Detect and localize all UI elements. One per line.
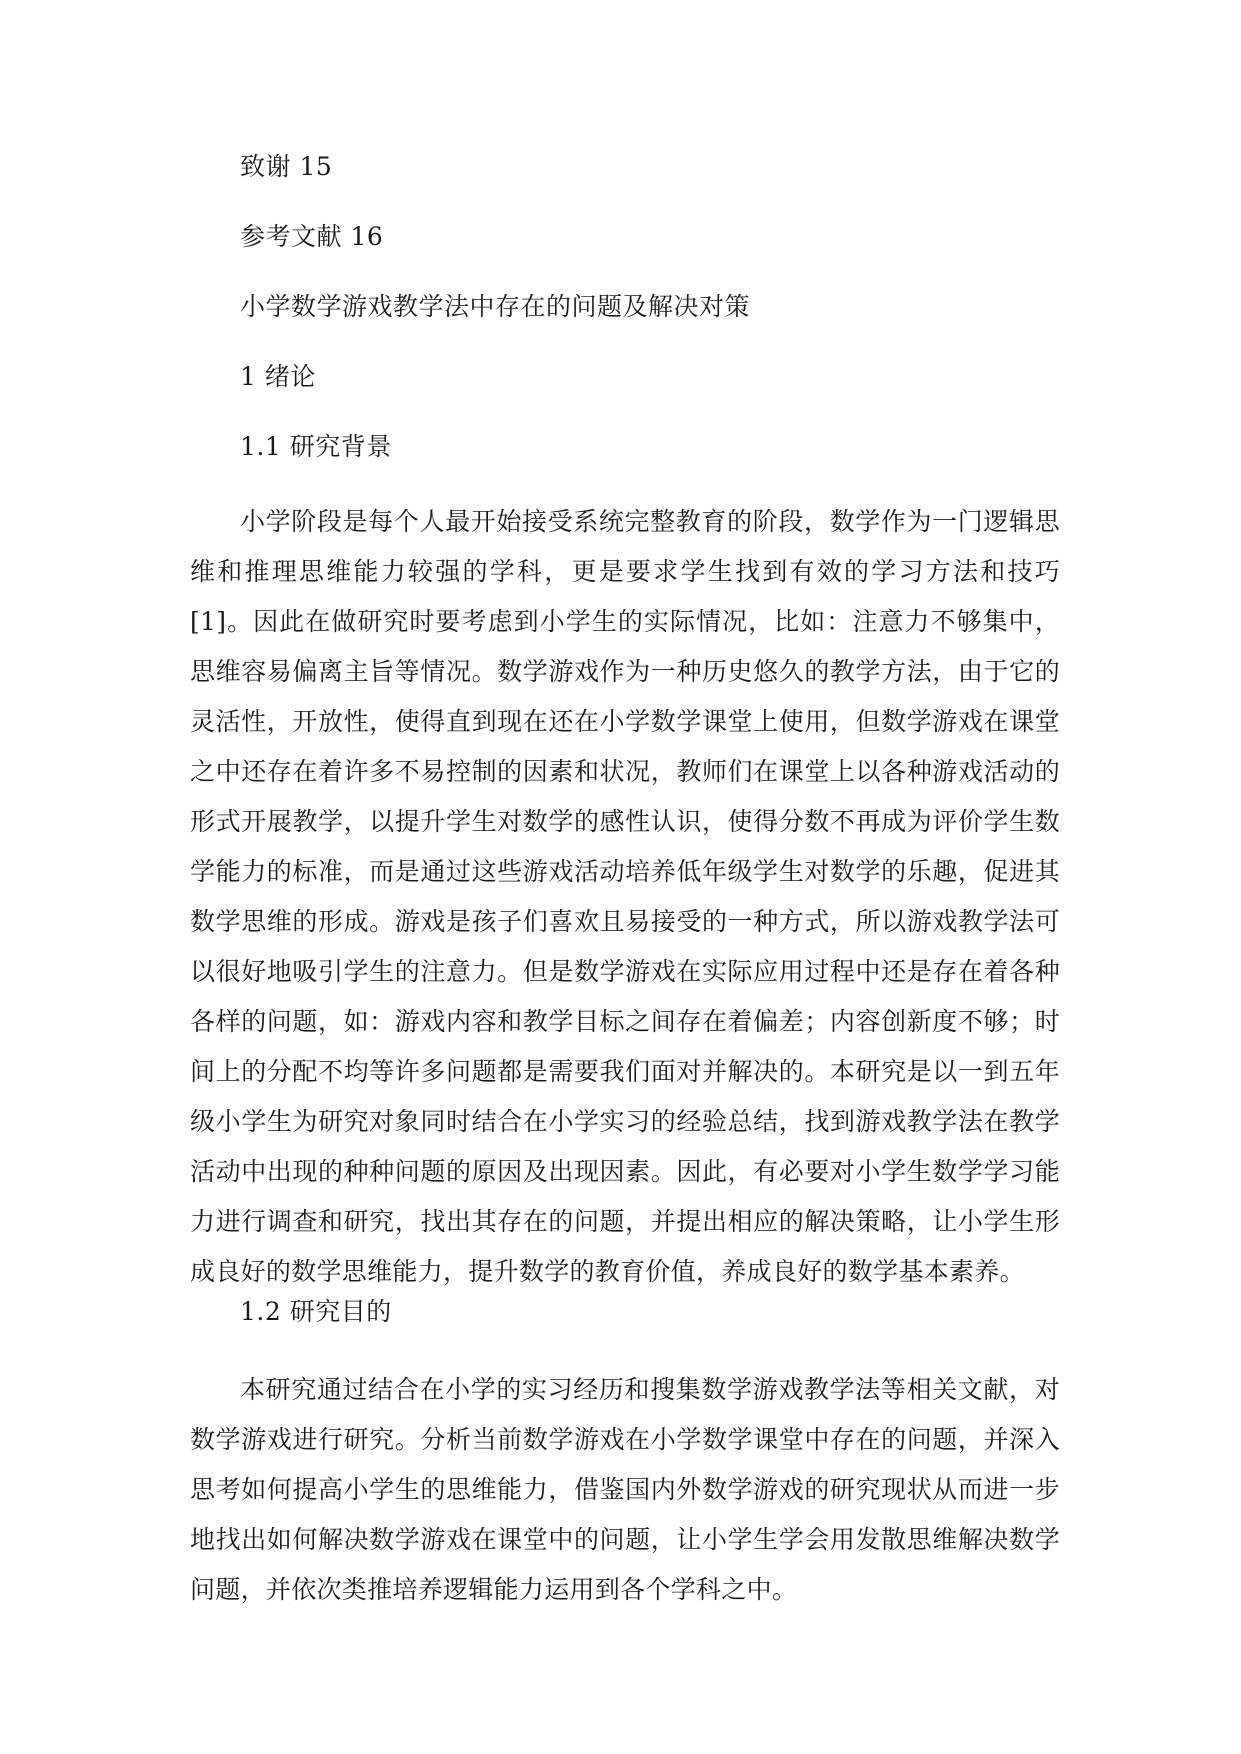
document-title: 小学数学游戏教学法中存在的问题及解决对策 [240, 292, 751, 321]
section-heading-purpose: 1.2 研究目的 [240, 1297, 392, 1326]
chapter-heading: 1 绪论 [240, 362, 316, 391]
paragraph-background: 小学阶段是每个人最开始接受系统完整教育的阶段，数学作为一门逻辑思维和推理思维能力较强的学科，更是要求学生找到有效的学习方法和技巧[1]。因此在做研究时要考虑到小学生的实际情况，比如：注意力不够集中，思维容易偏离主旨等情况。数学游戏作为一种历史悠久的教学方法，由于它的灵活性，开放性，使得直到现在还在小学数学课堂上使用，但数学游戏在课堂之中还存在着许多不易控制的因素和状况，教师们在课堂上以各种游戏活动的形式开展教学，以提升学生对数学的感性认识，使得分数不再成为评价学生数学能力的标准，而是通过这些游戏活动培养低年级学生对数学的乐趣，促进其数学思维的形成。游戏是孩子们喜欢且易接受的一种方式，所以游戏教学法可以很好地吸引学生的注意力。但是数学游戏在实际应用过程中还是存在着各种各样的问题，如：游戏内容和教学目标之间存在着偏差；内容创新度不够；时间上的分配不均等许多问题都是需要我们面对并解决的。本研究是以一到五年级小学生为研究对象同时结合在小学实习的经验总结，找到游戏教学法在教学活动中出现的种种问题的原因及出现因素。因此，有必要对小学生数学学习能力进行调查和研究，找出其存在的问题，并提出相应的解决策略，让小学生形成良好的数学思维能力，提升数学的教育价值，养成良好的数学基本素养。 [190, 507, 1060, 1286]
section-heading-background: 1.1 研究背景 [240, 432, 392, 461]
paragraph-purpose: 本研究通过结合在小学的实习经历和搜集数学游戏教学法等相关文献，对数学游戏进行研究。分析当前数学游戏在小学数学课堂中存在的问题，并深入思考如何提高小学生的思维能力，借鉴国内外数学游戏的研究现状从而进一步地找出如何解决数学游戏在课堂中的问题，让小学生学会用发散思维解决数学问题，并依次类推培养逻辑能力运用到各个学科之中。 [190, 1375, 1060, 1604]
toc-acknowledgement: 致谢 15 [240, 152, 333, 181]
toc-references: 参考文献 16 [240, 222, 384, 251]
